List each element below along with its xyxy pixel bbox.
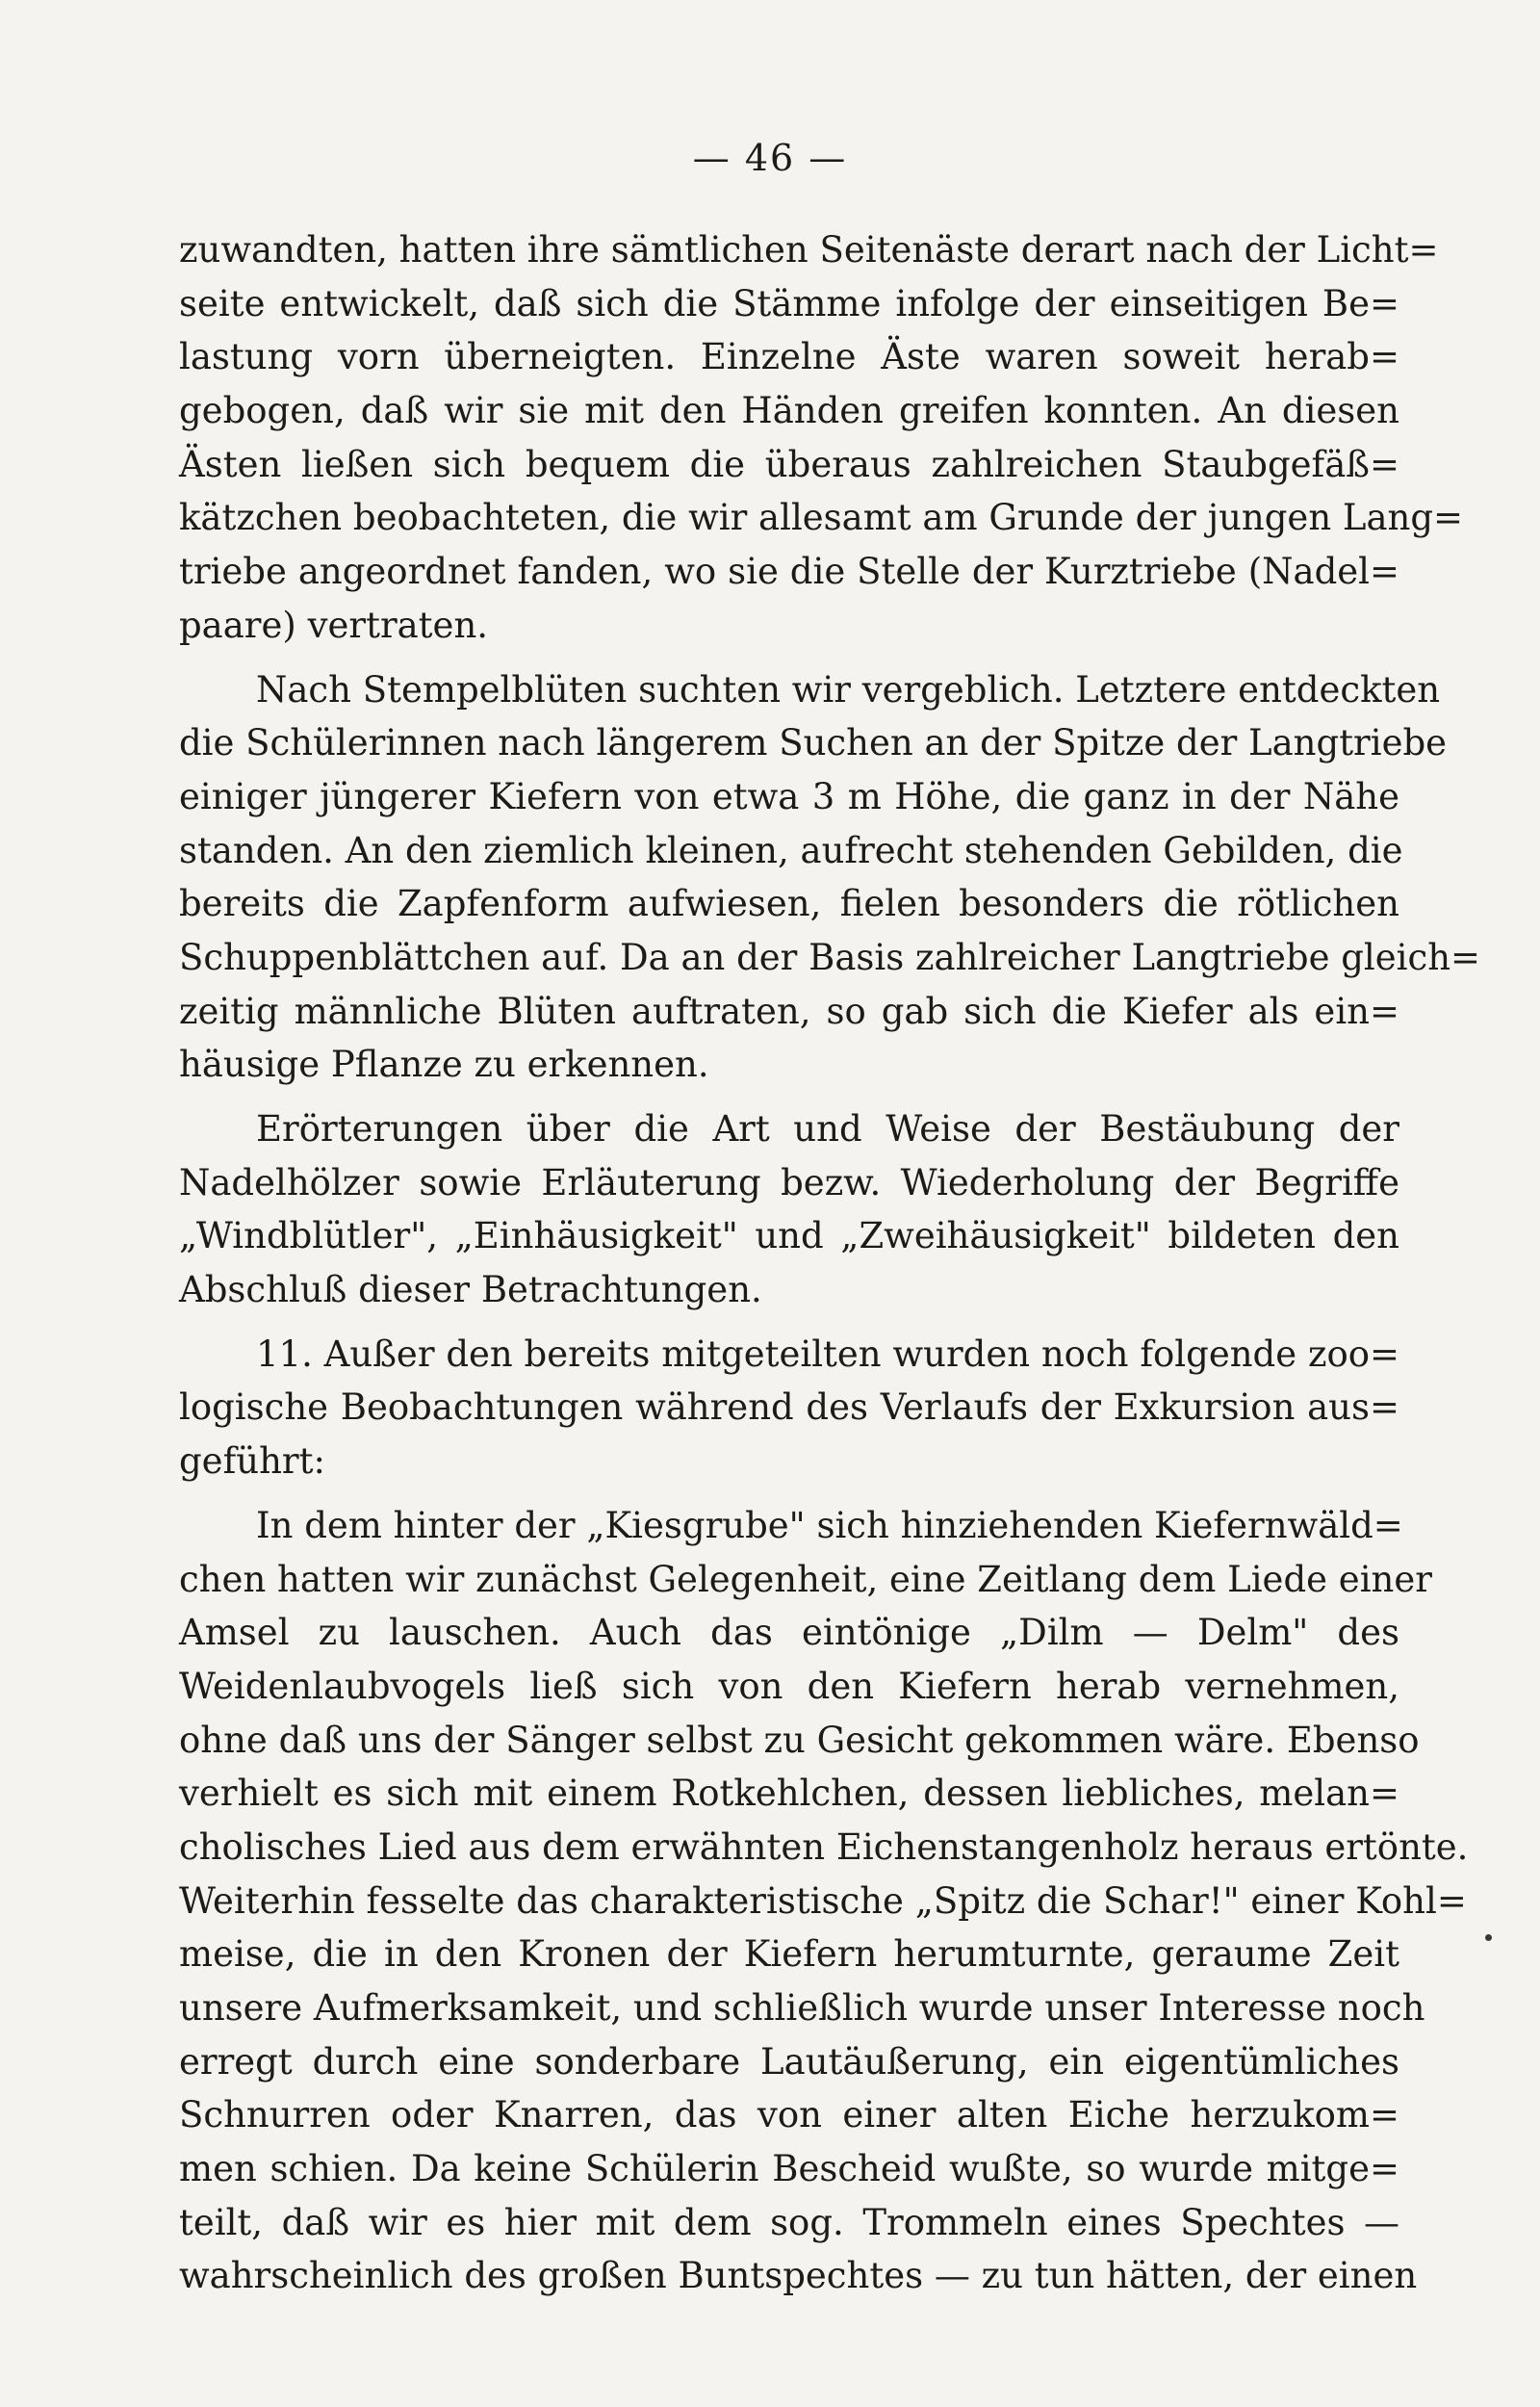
text-line: paare) vertraten. bbox=[179, 604, 489, 646]
text-line: zuwandten, hatten ihre sämtlichen Seitenäste derart nach der Licht= bbox=[179, 229, 1439, 271]
text-line: wahrscheinlich des großen Buntspechtes — zu tun hätten, der einen bbox=[179, 2255, 1418, 2297]
text-line: Amsel zu lauschen. Auch das eintönige „Dilm — Delm" des bbox=[179, 1612, 1399, 1654]
text-line: 11. Außer den bereits mitgeteilten wurden noch folgende zoo= bbox=[256, 1333, 1399, 1375]
text-line: Nach Stempelblüten suchten wir vergeblich. Letztere entdeckten bbox=[256, 668, 1441, 711]
text-line: häusige Pflanze zu erkennen. bbox=[179, 1044, 709, 1086]
text-line: Weiterhin fesselte das charakteristische „Spitz die Schar!" einer Kohl= bbox=[179, 1879, 1467, 1922]
text-line: Abschluß dieser Betrachtungen. bbox=[179, 1269, 762, 1311]
text-line: Nadelhölzer sowie Erläuterung bezw. Wiederholung der Begriffe bbox=[179, 1161, 1399, 1204]
text-line: einiger jüngerer Kiefern von etwa 3 m Höhe, die ganz in der Nähe bbox=[179, 775, 1399, 817]
text-line: teilt, daß wir es hier mit dem sog. Trommeln eines Spechtes — bbox=[179, 2201, 1399, 2243]
text-line: Weidenlaubvogels ließ sich von den Kiefern herab vernehmen, bbox=[179, 1665, 1399, 1707]
paragraph-3 bbox=[179, 1102, 1399, 1317]
paragraph-5 bbox=[179, 1499, 1469, 2303]
margin-speck bbox=[1485, 1934, 1492, 1941]
text-line: lastung vorn überneigten. Einzelne Äste waren soweit herab= bbox=[179, 336, 1399, 378]
text-line: unsere Aufmerksamkeit, und schließlich wurde unser Interesse noch bbox=[179, 1987, 1425, 2029]
text-line: zeitig männliche Blüten auftraten, so gab sich die Kiefer als ein= bbox=[179, 990, 1399, 1032]
text-line: verhielt es sich mit einem Rotkehlchen, dessen liebliches, melan= bbox=[179, 1773, 1399, 1815]
text-line: geführt: bbox=[179, 1440, 325, 1483]
text-line: standen. An den ziemlich kleinen, aufrecht stehenden Gebilden, die bbox=[179, 829, 1403, 871]
text-line: men schien. Da keine Schülerin Bescheid wußte, so wurde mitge= bbox=[179, 2148, 1399, 2190]
paragraph-gap bbox=[179, 653, 1399, 663]
text-line: In dem hinter der „Kiesgrube" sich hinziehenden Kiefernwäld= bbox=[256, 1504, 1403, 1546]
paragraph-gap bbox=[179, 1092, 1399, 1102]
paragraph-gap bbox=[179, 1488, 1399, 1499]
text-line: meise, die in den Kronen der Kiefern herumturnte, geraume Zeit bbox=[179, 1933, 1399, 1976]
text-line: logische Beobachtungen während des Verlaufs der Exkursion aus= bbox=[179, 1386, 1399, 1429]
text-line: „Windblütler", „Einhäusigkeit" und „Zweihäusigkeit" bildeten den bbox=[179, 1215, 1399, 1257]
text-line: seite entwickelt, daß sich die Stämme infolge der einseitigen Be= bbox=[179, 282, 1399, 324]
text-line: Ästen ließen sich bequem die überaus zahlreichen Staubgefäß= bbox=[179, 443, 1399, 485]
paragraph-4 bbox=[179, 1328, 1399, 1488]
page-number: — 46 — bbox=[692, 137, 848, 179]
text-line: kätzchen beobachteten, die wir allesamt am Grunde der jungen Lang= bbox=[179, 497, 1464, 539]
text-line: bereits die Zapfenform aufwiesen, fielen besonders die rötlichen bbox=[179, 883, 1399, 925]
text-line: gebogen, daß wir sie mit den Händen greifen konnten. An diesen bbox=[179, 390, 1399, 432]
text-line: erregt durch eine sonderbare Lautäußerung, ein eigentümliches bbox=[179, 2040, 1399, 2083]
paragraph-gap bbox=[179, 1317, 1399, 1328]
text-line: triebe angeordnet fanden, wo sie die Stelle der Kurztriebe (Nadel= bbox=[179, 551, 1399, 593]
paragraph-2 bbox=[179, 663, 1481, 1093]
text-line: Erörterungen über die Art und Weise der Bestäubung der bbox=[256, 1108, 1399, 1150]
body-text bbox=[179, 223, 1481, 2303]
text-line: Schuppenblättchen auf. Da an der Basis zahlreicher Langtriebe gleich= bbox=[179, 936, 1481, 978]
text-line: die Schülerinnen nach längerem Suchen an der Spitze der Langtriebe bbox=[179, 722, 1448, 764]
text-line: Schnurren oder Knarren, das von einer alten Eiche herzukom= bbox=[179, 2094, 1399, 2136]
text-line: ohne daß uns der Sänger selbst zu Gesicht gekommen wäre. Ebenso bbox=[179, 1719, 1420, 1761]
text-line: cholisches Lied aus dem erwähnten Eichenstangenholz heraus ertönte. bbox=[179, 1825, 1469, 1868]
text-line: chen hatten wir zunächst Gelegenheit, eine Zeitlang dem Liede einer bbox=[179, 1558, 1432, 1600]
paragraph-1 bbox=[179, 223, 1464, 653]
